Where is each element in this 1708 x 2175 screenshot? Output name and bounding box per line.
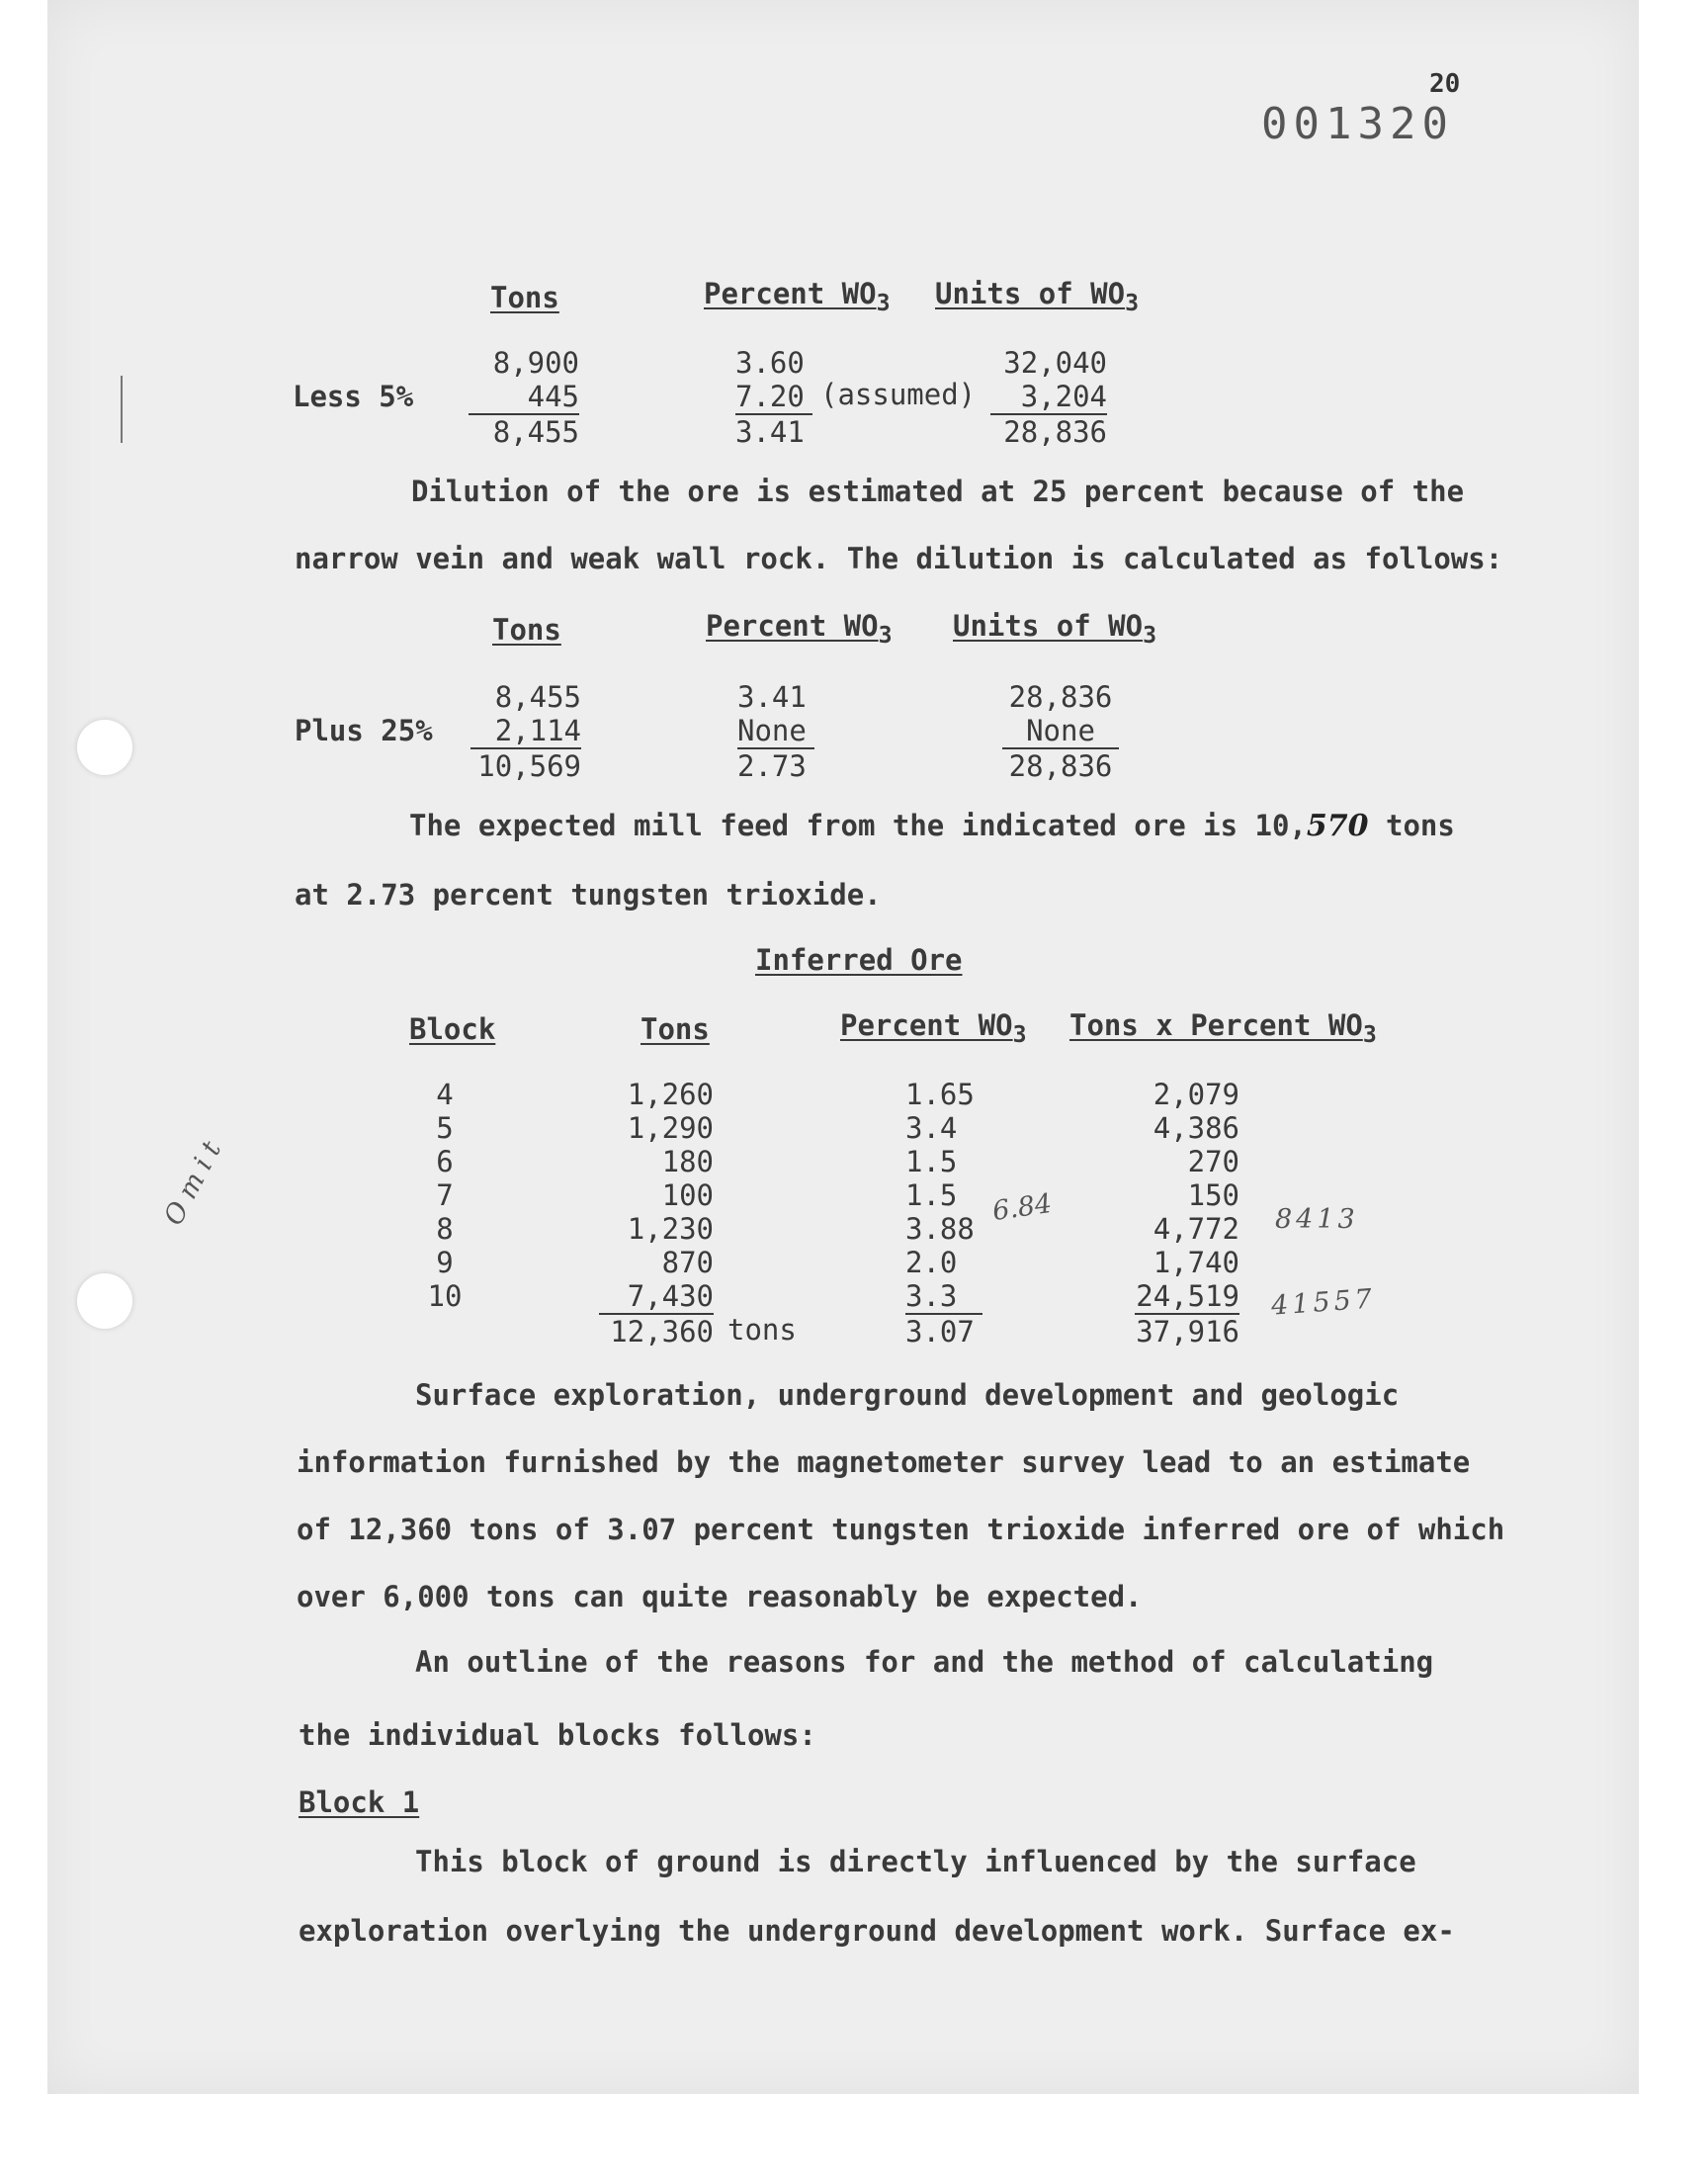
tons-value: 1,260 — [627, 1078, 714, 1111]
tons-value: 1,230 — [627, 1212, 714, 1246]
tons-value: 180 — [661, 1145, 714, 1178]
handwritten-note: 6.84 — [990, 1187, 1054, 1228]
table2-header-tons: Tons — [492, 613, 561, 647]
paragraph-line: Dilution of the ore is estimated at 25 percent because of the — [411, 475, 1465, 508]
inferred-header-product: Tons x Percent $WO_3$ — [1069, 1008, 1377, 1048]
document-number-stamp: 001320 — [1261, 99, 1454, 149]
table2-units-value: None — [1002, 714, 1119, 749]
table1-percent-value: 7.20 — [735, 380, 812, 415]
table2-tons-value: 8,455 — [494, 680, 581, 714]
table2-tons-total: 10,569 — [477, 749, 581, 783]
inferred-header-percent: Percent $WO_3$ — [840, 1008, 1027, 1048]
table2-percent-value: None — [737, 714, 814, 749]
block-number: 9 — [436, 1246, 454, 1279]
product-value: 4,772 — [1153, 1212, 1239, 1246]
block-number: 4 — [436, 1078, 454, 1111]
product-value: 4,386 — [1153, 1111, 1239, 1145]
table1-percent-total: 3.41 — [735, 415, 805, 449]
inferred-block-column — [415, 1078, 474, 1313]
handwritten-correction: 570 — [1306, 809, 1369, 843]
table2-tons-column — [470, 680, 581, 783]
table1-percent-column — [735, 346, 812, 449]
paragraph-line: This block of ground is directly influenced by the surface — [415, 1845, 1416, 1878]
percent-value: 1.5 — [905, 1145, 958, 1178]
table2-units-total: 28,836 — [1008, 749, 1113, 783]
tons-value: 7,430 — [599, 1279, 714, 1315]
inferred-product-column — [1135, 1078, 1239, 1348]
tons-total-unit: tons — [727, 1313, 797, 1347]
table2-row-label: Plus 25% — [295, 714, 433, 747]
table1-units-value: 3,204 — [990, 380, 1107, 415]
table2-tons-value: 2,114 — [470, 714, 581, 749]
block-number: 7 — [436, 1178, 454, 1212]
paragraph-line: The expected mill feed from the indicated ore is 10,570 tons — [409, 809, 1455, 843]
table1-percent-value: 3.60 — [735, 346, 805, 380]
margin-mark — [121, 376, 123, 443]
table1-tons-total: 8,455 — [492, 415, 579, 449]
tons-total: 12,360 — [610, 1315, 714, 1348]
percent-value: 3.3 — [905, 1279, 982, 1315]
assumed-note: (assumed) — [820, 378, 977, 411]
tons-value: 1,290 — [627, 1111, 714, 1145]
table2-percent-column — [737, 680, 814, 783]
percent-value: 2.0 — [905, 1246, 958, 1279]
block-number: 6 — [436, 1145, 454, 1178]
percent-value: 1.65 — [905, 1078, 975, 1111]
block-number: 5 — [436, 1111, 454, 1145]
product-value: 1,740 — [1153, 1246, 1239, 1279]
block-number: 10 — [427, 1279, 463, 1313]
inferred-tons-column — [599, 1078, 714, 1348]
paragraph-line: at 2.73 percent tungsten trioxide. — [295, 878, 882, 912]
table1-header-tons: Tons — [490, 281, 559, 314]
table2-percent-total: 2.73 — [737, 749, 807, 783]
punch-hole — [77, 720, 132, 775]
paragraph-line: narrow vein and weak wall rock. The dilution is calculated as follows: — [295, 542, 1503, 575]
table1-units-total: 28,836 — [1003, 415, 1107, 449]
table1-units-value: 32,040 — [1003, 346, 1107, 380]
product-value: 270 — [1187, 1145, 1239, 1178]
product-value: 2,079 — [1153, 1078, 1239, 1111]
table1-header-units: Units of $WO_3$ — [935, 277, 1140, 316]
tons-value: 870 — [661, 1246, 714, 1279]
paragraph-line: of 12,360 tons of 3.07 percent tungsten trioxide inferred ore of which — [297, 1513, 1505, 1546]
table1-units-column — [990, 346, 1107, 449]
product-total: 37,916 — [1136, 1315, 1239, 1348]
table1-tons-value: 8,900 — [492, 346, 579, 380]
percent-total: 3.07 — [905, 1315, 975, 1348]
punch-hole — [77, 1273, 132, 1329]
percent-value: 1.5 — [905, 1178, 958, 1212]
inferred-percent-column — [905, 1078, 982, 1348]
paragraph-line: exploration overlying the underground development work. Surface ex- — [299, 1914, 1455, 1948]
table2-units-value: 28,836 — [1008, 680, 1113, 714]
handwritten-note: 41557 — [1270, 1283, 1377, 1322]
page-number: 20 — [1429, 69, 1461, 99]
paragraph-line: An outline of the reasons for and the method of calculating — [415, 1645, 1434, 1679]
inferred-header-tons: Tons — [640, 1012, 710, 1046]
handwritten-note: 8413 — [1275, 1204, 1359, 1235]
table1-tons-column — [469, 346, 579, 449]
tons-value: 100 — [661, 1178, 714, 1212]
table2-units-column — [1002, 680, 1119, 783]
block-number: 8 — [436, 1212, 454, 1246]
paragraph-line: information furnished by the magnetometer survey lead to an estimate — [297, 1445, 1471, 1479]
block-heading: Block 1 — [299, 1785, 420, 1819]
percent-value: 3.4 — [905, 1111, 958, 1145]
paragraph-line: the individual blocks follows: — [299, 1718, 816, 1752]
table1-header-percent: Percent $WO_3$ — [704, 277, 891, 316]
section-title: Inferred Ore — [755, 943, 963, 977]
table1-row-label: Less 5% — [293, 380, 414, 413]
table1-tons-value: 445 — [469, 380, 579, 415]
product-value: 24,519 — [1136, 1279, 1239, 1313]
table2-header-units: Units of $WO_3$ — [953, 609, 1157, 649]
table2-percent-value: 3.41 — [737, 680, 807, 714]
percent-value: 3.88 — [905, 1212, 975, 1246]
paragraph-line: Surface exploration, underground development and geologic — [415, 1378, 1400, 1412]
inferred-header-block: Block — [409, 1012, 496, 1046]
paragraph-line: over 6,000 tons can quite reasonably be expected. — [297, 1580, 1143, 1613]
handwritten-margin-note: Omit — [158, 1129, 231, 1231]
product-value: 150 — [1187, 1178, 1239, 1212]
table2-header-percent: Percent $WO_3$ — [706, 609, 893, 649]
